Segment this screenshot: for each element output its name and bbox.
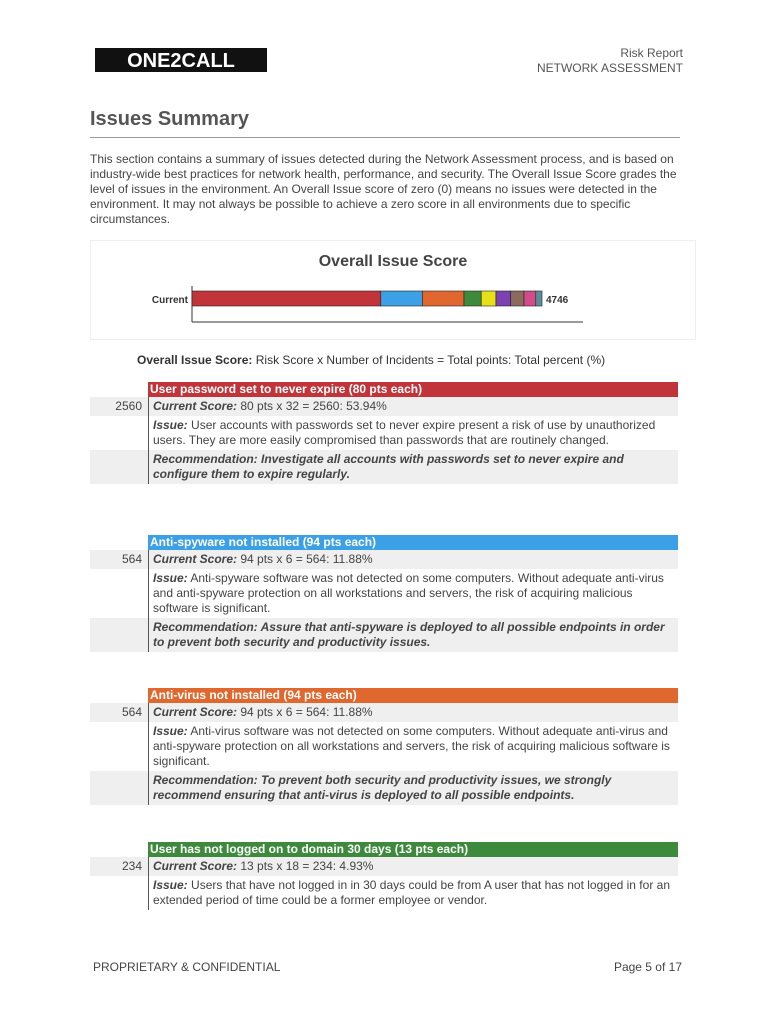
- issue-text: Anti-spyware software was not detected on some computers. Without adequate anti-virus and anti-spyware protection on all workstations and servers, the risk of acquiring malicious software is significant.: [153, 571, 664, 615]
- bar-segment-4: [464, 291, 481, 306]
- score-text: 94 pts x 6 = 564: 11.88%: [237, 552, 373, 566]
- current-score: [148, 550, 678, 569]
- score-text: 80 pts x 32 = 2560: 53.94%: [237, 399, 387, 413]
- current-score: [148, 703, 678, 722]
- issue-text: Users that have not logged in in 30 days could be from A user that has not logged in for an extended period of time could be a former employee or vendor.: [153, 878, 670, 907]
- report-subtitle: NETWORK ASSESSMENT: [536, 61, 683, 75]
- page-title: Issues Summary: [90, 108, 249, 130]
- issue-description: [148, 876, 678, 910]
- issue-description: [148, 722, 678, 771]
- title-divider: [90, 137, 680, 138]
- recommendation: Recommendation: Investigate all accounts with passwords set to never expire and configure them to expire regularly.: [148, 450, 678, 484]
- issue-label: Issue:: [153, 724, 188, 738]
- company-logo: [95, 46, 267, 74]
- issue-heading: Anti-virus not installed (94 pts each): [148, 688, 678, 703]
- chart-title: Overall Issue Score: [318, 253, 468, 270]
- page-number: Page 5 of 17: [613, 960, 682, 974]
- issue-points: 2560: [115, 399, 142, 413]
- bar-segment-3: [422, 291, 464, 306]
- score-text: 13 pts x 18 = 234: 4.93%: [237, 859, 374, 873]
- issue-description: [148, 569, 678, 618]
- issue-block: [90, 688, 678, 805]
- score-label: Current Score:: [153, 859, 238, 873]
- total-value-label: 4746: [546, 295, 569, 306]
- recommendation: Recommendation: To prevent both security and productivity issues, we strongly recommend ensuring that anti-virus is deployed to all possible endpoints.: [148, 771, 678, 805]
- issue-heading: User has not logged on to domain 30 days (13 pts each): [148, 842, 678, 857]
- score-formula: [137, 353, 605, 367]
- formula-label: Overall Issue Score:: [137, 353, 253, 367]
- report-title: Risk Report: [620, 46, 683, 60]
- bar-segment-6: [496, 291, 511, 306]
- footer-confidential: PROPRIETARY & CONFIDENTIAL: [93, 960, 281, 974]
- report-header: [537, 46, 683, 76]
- issue-heading: User password set to never expire (80 pts each): [148, 382, 678, 397]
- issue-label: Issue:: [153, 571, 188, 585]
- issue-points: 564: [121, 705, 142, 719]
- bar-segment-9: [536, 291, 542, 306]
- bar-segment-1: [192, 291, 381, 306]
- chart-canvas: [91, 241, 695, 339]
- overall-issue-score-chart: [90, 240, 696, 340]
- issue-block: [90, 842, 678, 910]
- bar-segment-7: [511, 291, 524, 306]
- recommendation: Recommendation: Assure that anti-spyware is deployed to all possible endpoints in order to prevent both security and productivity issues.: [148, 618, 678, 652]
- intro-paragraph: This section contains a summary of issues detected during the Network Assessment process, and is based on industry-wide best practices for network health, performance, and security. The Overall Issue Score grades the level of issues in the environment. An Overall Issue score of zero (0) means no issues were detected in the environment. It may not always be possible to achieve a zero score in all environments due to specific circumstances.: [90, 152, 677, 226]
- formula-text: Risk Score x Number of Incidents = Total points: Total percent (%): [252, 353, 606, 367]
- issue-heading: Anti-spyware not installed (94 pts each): [148, 535, 678, 550]
- bar-segment-5: [481, 291, 496, 306]
- score-text: 94 pts x 6 = 564: 11.88%: [237, 705, 373, 719]
- score-label: Current Score:: [153, 705, 238, 719]
- issue-text: Anti-virus software was not detected on some computers. Without adequate anti-virus and anti-spyware protection on all workstations and servers, the risk of acquiring malicious software is significant.: [153, 724, 670, 768]
- issue-points: 564: [121, 552, 142, 566]
- issue-label: Issue:: [153, 878, 188, 892]
- issue-block: [90, 535, 678, 652]
- bar-segment-8: [524, 291, 536, 306]
- issue-label: Issue:: [153, 418, 188, 432]
- score-label: Current Score:: [153, 552, 238, 566]
- issue-points: 234: [121, 859, 142, 873]
- logo-text: ONE2CALL: [127, 50, 235, 72]
- bar-segment-2: [381, 291, 423, 306]
- category-label: Current: [151, 295, 188, 306]
- issue-text: User accounts with passwords set to never expire present a risk of use by unauthorized users. They are more easily compromised than passwords that are routinely changed.: [153, 418, 656, 447]
- score-label: Current Score:: [153, 399, 238, 413]
- current-score: [148, 857, 678, 876]
- current-score: [148, 397, 678, 416]
- issue-description: [148, 416, 678, 450]
- issue-block: [90, 382, 678, 484]
